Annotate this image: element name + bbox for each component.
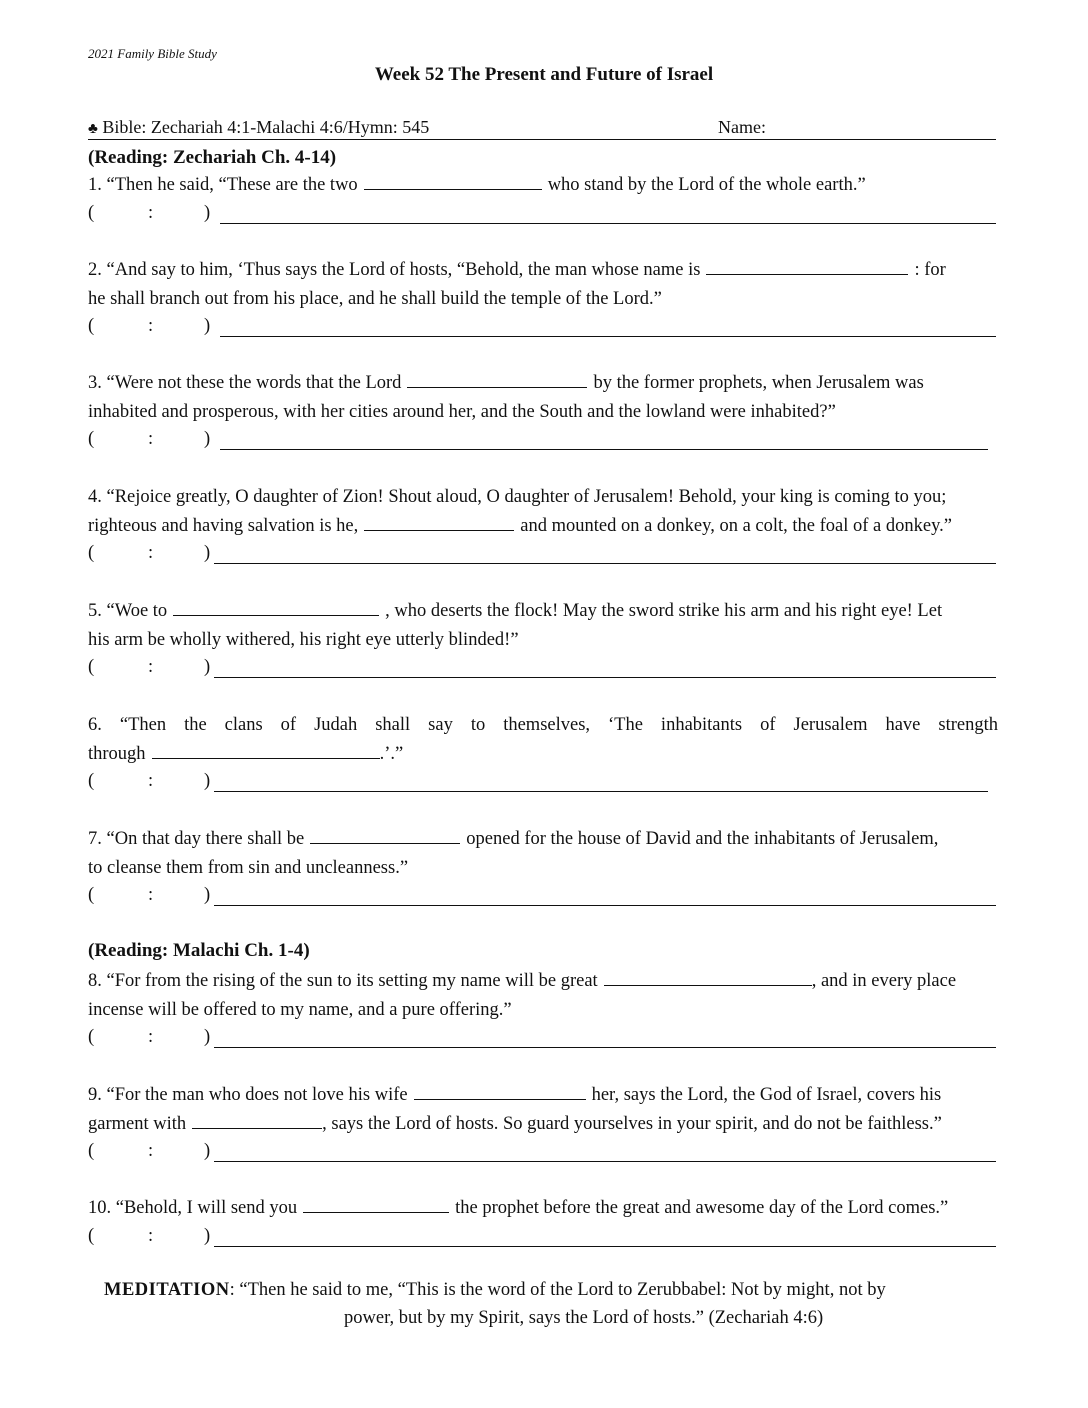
answer-blank[interactable] [364, 512, 514, 531]
reference-rule [214, 1246, 996, 1247]
question-text: incense will be offered to my name, and a pure offering.” [88, 999, 512, 1020]
meditation-line-1: : “Then he said to me, “This is the word of the Lord to Zerubbabel: Not by might, not by [229, 1280, 886, 1300]
question-text: 5. “Woe to [88, 601, 168, 621]
close-paren: ) [204, 1027, 211, 1047]
colon: : [148, 1027, 154, 1047]
question-1 [88, 171, 998, 200]
colon: : [148, 1141, 154, 1161]
question-text: 10. “Behold, I will send you [88, 1198, 298, 1218]
question-text: who stand by the Lord of the whole earth.” [547, 175, 866, 195]
colon: : [148, 543, 154, 563]
close-paren: ) [204, 429, 211, 449]
close-paren: ) [204, 885, 211, 905]
open-paren: ( [88, 316, 95, 336]
close-paren: ) [204, 657, 211, 677]
close-paren: ) [204, 771, 211, 791]
reference-rule [220, 223, 996, 224]
question-4 [88, 483, 998, 540]
section-heading-malachi: (Reading: Malachi Ch. 1-4) [88, 940, 310, 961]
question-text: through [88, 743, 146, 764]
colon: : [148, 771, 154, 791]
close-paren: ) [204, 203, 211, 223]
close-paren: ) [204, 1226, 211, 1246]
question-9 [88, 1081, 998, 1138]
answer-blank[interactable] [310, 825, 460, 844]
reference-rule [214, 1161, 996, 1162]
close-paren: ) [204, 316, 211, 336]
meditation-label: MEDITATION [104, 1280, 230, 1300]
open-paren: ( [88, 203, 95, 223]
meditation-line-2: power, but by my Spirit, says the Lord of hosts.” (Zechariah 4:6) [344, 1308, 824, 1328]
answer-blank[interactable] [364, 171, 542, 190]
meditation-verse [104, 1276, 984, 1332]
colon: : [148, 885, 154, 905]
question-text: garment with [88, 1113, 187, 1134]
question-text: .’.” [379, 743, 404, 764]
open-paren: ( [88, 1141, 95, 1161]
answer-blank[interactable] [706, 256, 908, 275]
reference-rule [214, 905, 996, 906]
answer-blank[interactable] [192, 1110, 322, 1129]
question-text: : for [914, 260, 946, 280]
question-text: , who deserts the flock! May the sword strike his arm and his right eye! Let [385, 601, 943, 621]
name-label: Name: [718, 117, 766, 137]
answer-blank[interactable] [414, 1081, 586, 1100]
question-text: and mounted on a donkey, on a colt, the foal of a donkey.” [520, 515, 952, 536]
answer-blank[interactable] [303, 1194, 449, 1213]
colon: : [148, 1226, 154, 1246]
close-paren: ) [204, 1141, 211, 1161]
question-text: he shall branch out from his place, and he shall build the temple of the Lord.” [88, 288, 662, 309]
question-text: inhabited and prosperous, with her cities around her, and the South and the lowland were inhabited?” [88, 401, 836, 422]
section-heading-zechariah: (Reading: Zechariah Ch. 4-14) [88, 147, 337, 168]
question-text: , and in every place [811, 971, 957, 991]
question-text: , says the Lord of hosts. So guard yourselves in your spirit, and do not be faithless.” [322, 1113, 942, 1134]
colon: : [148, 203, 154, 223]
answer-blank[interactable] [407, 369, 587, 388]
colon: : [148, 657, 154, 677]
reference-rule [214, 563, 996, 564]
question-text: 3. “Were not these the words that the Lord [88, 373, 402, 393]
open-paren: ( [88, 429, 95, 449]
reference-rule [214, 791, 988, 792]
question-text: her, says the Lord, the God of Israel, covers his [591, 1085, 942, 1105]
question-text: 1. “Then he said, “These are the two [88, 175, 358, 195]
open-paren: ( [88, 885, 95, 905]
question-text: opened for the house of David and the inhabitants of Jerusalem, [466, 829, 939, 849]
question-text: 9. “For the man who does not love his wife [88, 1085, 408, 1105]
bible-reference-line [88, 117, 996, 140]
reference-rule [214, 1047, 996, 1048]
question-text: the prophet before the great and awesome day of the Lord comes.” [455, 1198, 949, 1218]
question-6 [88, 711, 998, 768]
question-2 [88, 256, 998, 313]
answer-blank[interactable] [152, 740, 380, 759]
question-8 [88, 967, 998, 1024]
question-text: to cleanse them from sin and uncleanness.” [88, 857, 409, 878]
open-paren: ( [88, 1226, 95, 1246]
question-3 [88, 369, 998, 426]
bible-reference: Bible: Zechariah 4:1-Malachi 4:6/Hymn: 545 [102, 117, 430, 137]
question-text: righteous and having salvation is he, [88, 515, 359, 536]
question-text: by the former prophets, when Jerusalem was [593, 373, 924, 393]
open-paren: ( [88, 657, 95, 677]
colon: : [148, 429, 154, 449]
answer-blank[interactable] [604, 967, 812, 986]
question-text: 2. “And say to him, ‘Thus says the Lord of hosts, “Behold, the man whose name is [88, 260, 701, 280]
question-text: 8. “For from the rising of the sun to its setting my name will be great [88, 971, 598, 991]
question-text: 7. “On that day there shall be [88, 829, 305, 849]
open-paren: ( [88, 543, 95, 563]
series-label: 2021 Family Bible Study [88, 46, 217, 61]
page-title: Week 52 The Present and Future of Israel [374, 64, 714, 85]
club-icon: ♣ [88, 121, 98, 137]
answer-blank[interactable] [173, 597, 379, 616]
question-text: his arm be wholly withered, his right eye utterly blinded!” [88, 629, 519, 650]
open-paren: ( [88, 771, 95, 791]
reference-rule [214, 677, 996, 678]
close-paren: ) [204, 543, 211, 563]
question-text: 4. “Rejoice greatly, O daughter of Zion! Shout aloud, O daughter of Jerusalem! Behold, your king is coming to you; [88, 487, 947, 507]
colon: : [148, 316, 154, 336]
question-7 [88, 825, 998, 882]
reference-rule [220, 449, 988, 450]
question-text: 6. “Then the clans of Judah shall say to themselves, ‘The inhabitants of Jerusalem have strength [88, 715, 998, 735]
open-paren: ( [88, 1027, 95, 1047]
reference-rule [220, 336, 996, 337]
question-5 [88, 597, 998, 654]
question-10 [88, 1194, 998, 1223]
